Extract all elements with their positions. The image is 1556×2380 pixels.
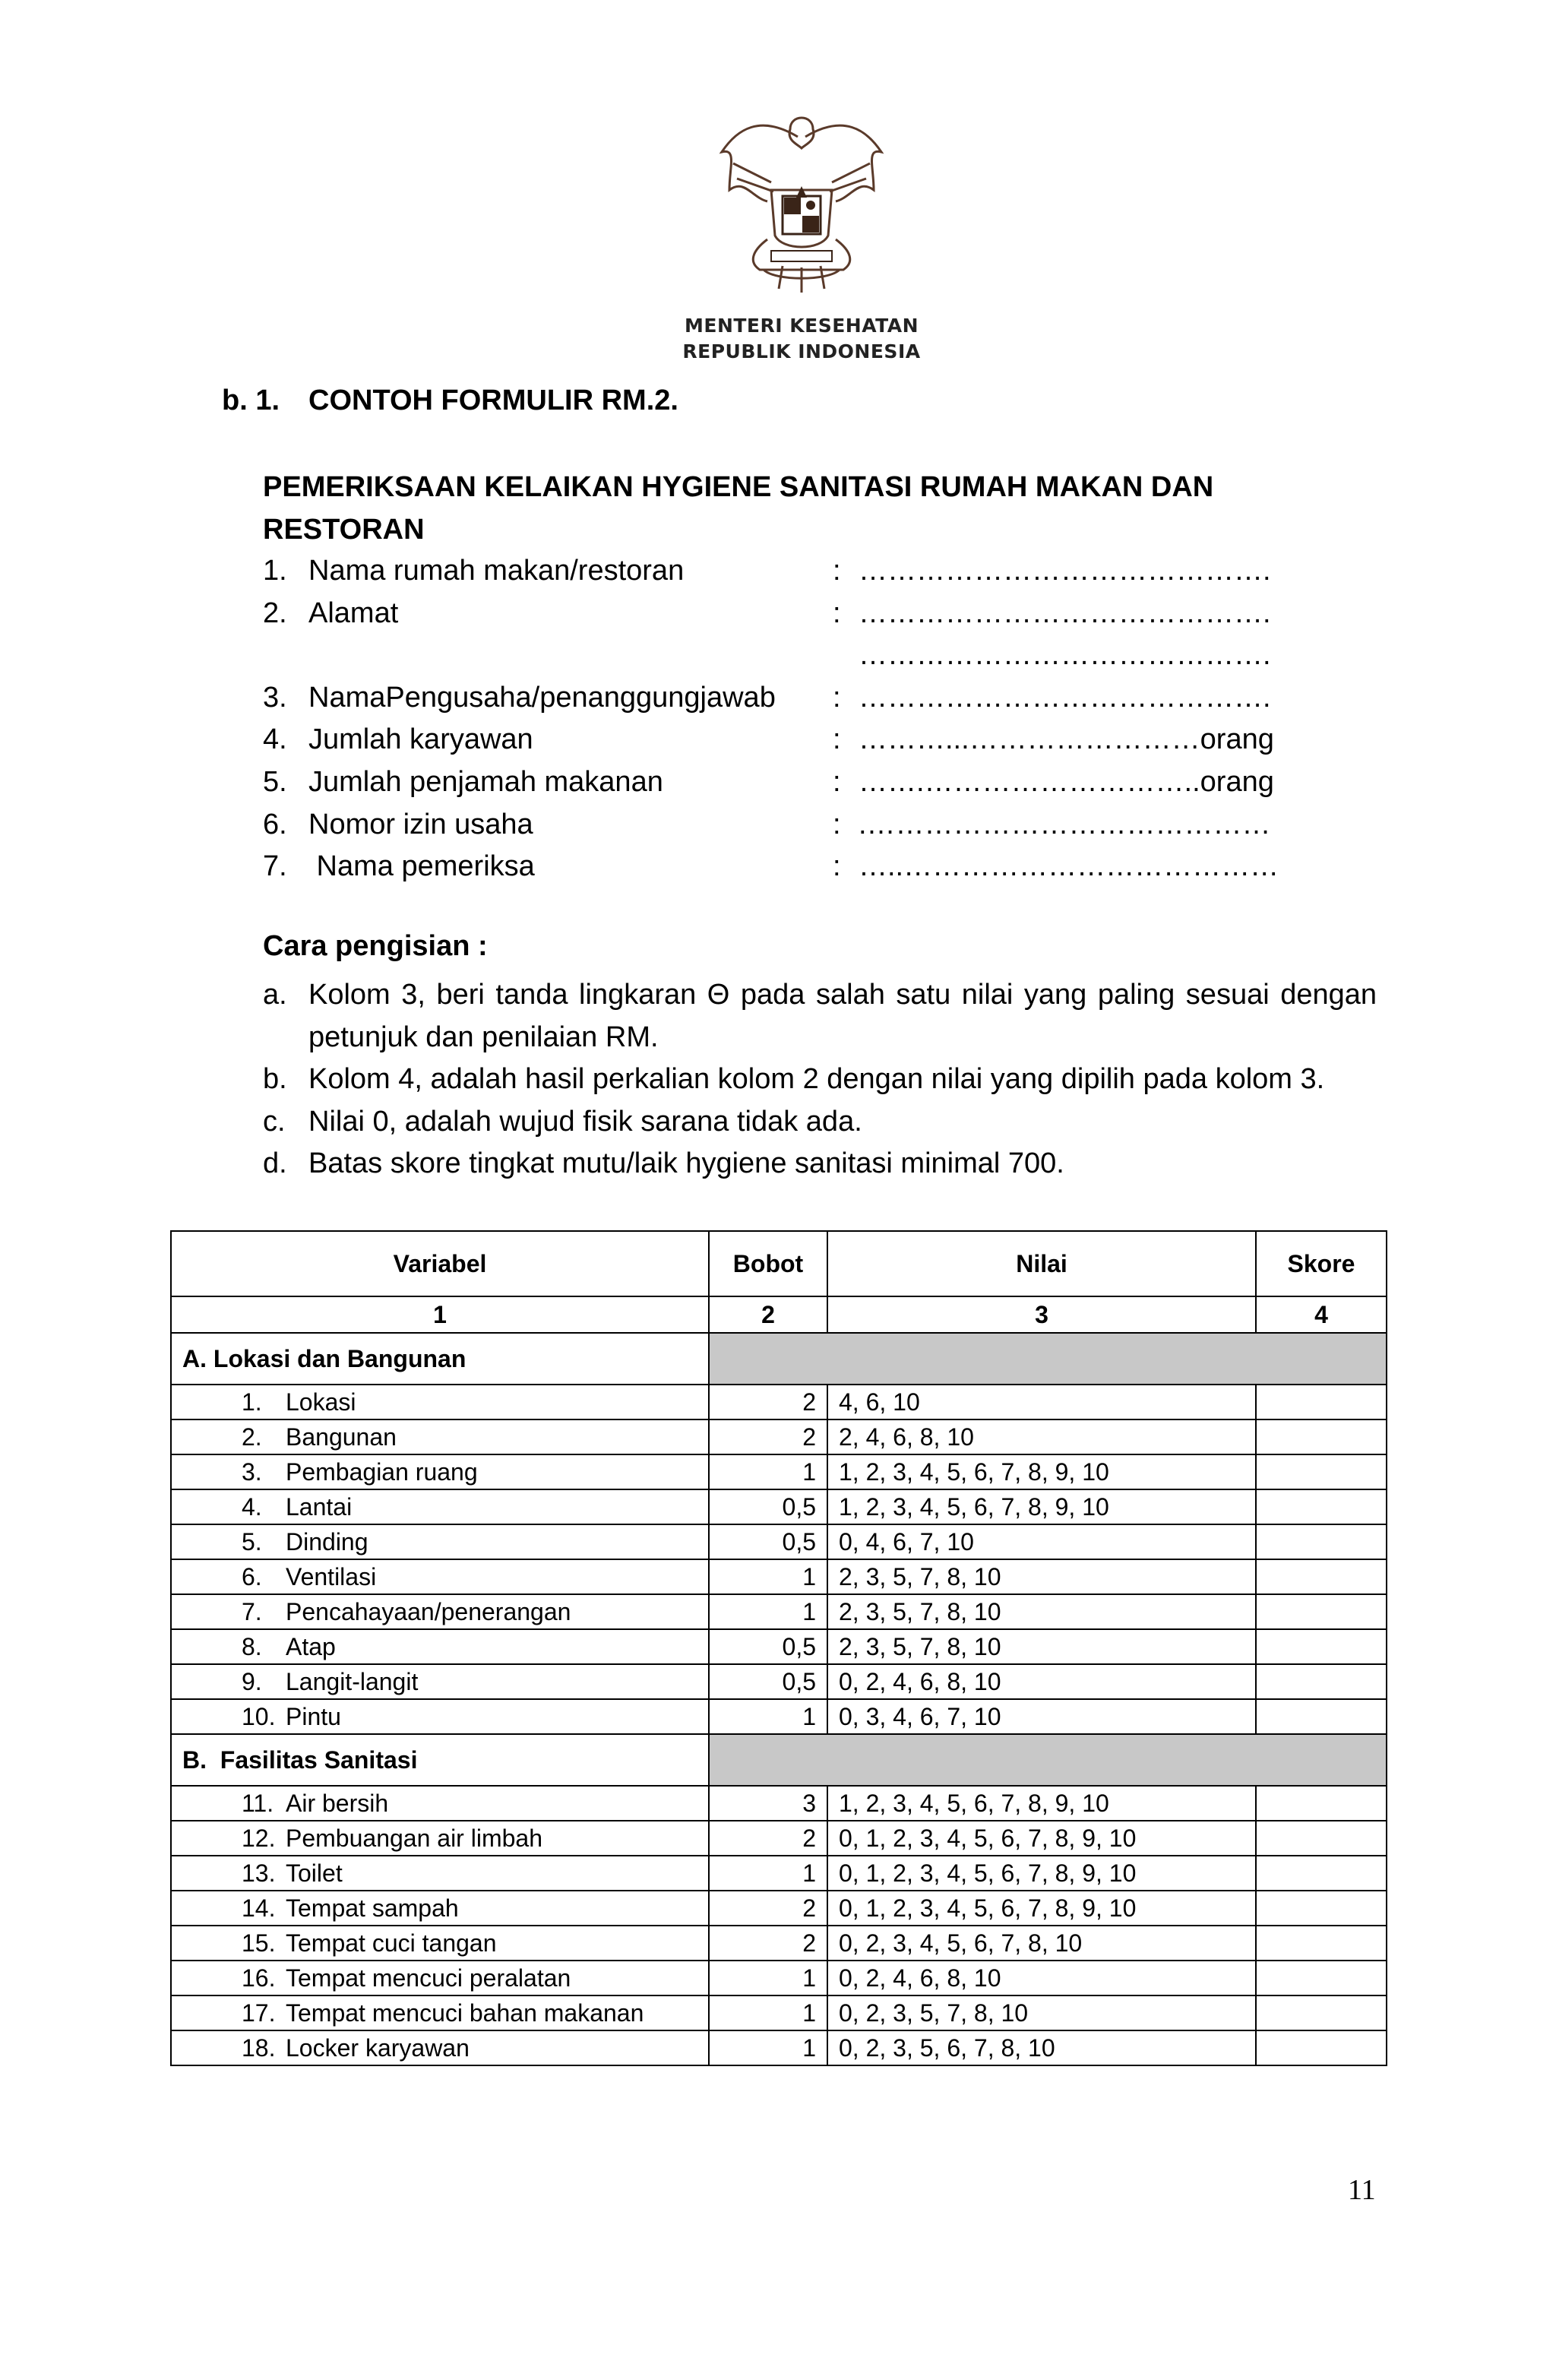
section-number: b. 1. [222,385,280,416]
table-row [171,1629,1387,1664]
skore-cell[interactable] [1256,2030,1387,2065]
instructions-title: Cara pengisian : [263,930,488,962]
field-colon: : [833,555,841,587]
field-label: Alamat [308,597,399,629]
item-name: Tempat mencuci peralatan [286,1964,571,1992]
variable-cell [171,1664,709,1699]
variable-cell [171,1891,709,1926]
field-label: Jumlah karyawan [308,723,533,756]
table-row [171,1891,1387,1926]
nilai-cell[interactable]: 0, 1, 2, 3, 4, 5, 6, 7, 8, 9, 10 [827,1856,1256,1891]
variable-cell [171,1961,709,1995]
nilai-cell[interactable]: 2, 4, 6, 8, 10 [827,1419,1256,1454]
item-number: 9. [242,1667,262,1695]
variable-cell [171,1699,709,1734]
field-row-address-continued [263,635,1327,677]
bobot-cell: 3 [709,1786,827,1821]
bobot-cell: 0,5 [709,1664,827,1699]
skore-cell[interactable] [1256,1559,1387,1594]
field-blank[interactable]: ……………………………………. [859,681,1271,714]
table-row [171,1856,1387,1891]
section-title: CONTOH FORMULIR RM.2. [308,385,678,416]
item-name: Tempat mencuci bahan makanan [286,1999,644,2027]
item-name: Toilet [286,1859,343,1887]
nilai-cell[interactable]: 0, 3, 4, 6, 7, 10 [827,1699,1256,1734]
bobot-cell: 2 [709,1891,827,1926]
form-title: PEMERIKSAAN KELAIKAN HYGIENE SANITASI RUMAH MAKAN DAN RESTORAN [263,471,1214,546]
table-row [171,1385,1387,1419]
skore-cell[interactable] [1256,1629,1387,1664]
field-number: 5. [263,765,287,798]
variable-cell [171,1419,709,1454]
nilai-cell[interactable]: 0, 2, 3, 5, 6, 7, 8, 10 [827,2030,1256,2065]
skore-cell[interactable] [1256,1385,1387,1419]
header-variabel: Variabel [171,1231,709,1296]
instruction-marker: c. [263,1105,286,1138]
skore-cell[interactable] [1256,1891,1387,1926]
table-row [171,1961,1387,1995]
field-blank-continued[interactable]: ……………………………………. [859,639,1271,672]
item-number: 2. [242,1423,262,1451]
column-number: 1 [171,1296,709,1333]
field-number: 3. [263,681,287,714]
bobot-cell: 0,5 [709,1489,827,1524]
item-number: 11. [242,1789,274,1817]
variable-cell [171,1821,709,1856]
nilai-cell[interactable]: 0, 2, 3, 4, 5, 6, 7, 8, 10 [827,1926,1256,1961]
field-blank[interactable]: …….………………………..orang [859,765,1274,798]
item-number: 18. [242,2033,276,2062]
variable-cell [171,2030,709,2065]
table-row [171,1594,1387,1629]
bobot-cell: 1 [709,1699,827,1734]
table-row [171,1786,1387,1821]
field-blank[interactable]: .…………………………………… [859,808,1271,840]
field-colon: : [833,597,841,629]
field-row-inspector [263,846,1327,888]
field-label: Jumlah penjamah makanan [308,765,663,798]
skore-cell[interactable] [1256,1699,1387,1734]
nilai-cell[interactable]: 2, 3, 5, 7, 8, 10 [827,1629,1256,1664]
group-title: B. Fasilitas Sanitasi [171,1734,709,1786]
table-row [171,1454,1387,1489]
bobot-cell: 1 [709,1559,827,1594]
variable-cell [171,1786,709,1821]
item-name: Dinding [286,1527,368,1556]
table-row [171,1419,1387,1454]
instruction-marker: d. [263,1147,287,1180]
skore-cell[interactable] [1256,1961,1387,1995]
bobot-cell: 1 [709,1856,827,1891]
skore-cell[interactable] [1256,1856,1387,1891]
item-number: 15. [242,1929,276,1957]
item-name: Pintu [286,1702,341,1730]
nilai-cell[interactable]: 0, 2, 3, 5, 7, 8, 10 [827,1995,1256,2030]
item-number: 4. [242,1492,262,1521]
table-row [171,1559,1387,1594]
bobot-cell: 2 [709,1821,827,1856]
bobot-cell: 0,5 [709,1524,827,1559]
instruction-text: Nilai 0, adalah wujud fisik sarana tidak ada. [308,1105,862,1138]
header-skore: Skore [1256,1231,1387,1296]
table-group-row [171,1333,1387,1385]
bobot-cell: 1 [709,1961,827,1995]
table-row [171,1524,1387,1559]
item-number: 8. [242,1632,262,1660]
ministry-line-2: REPUBLIK INDONESIA [682,340,921,362]
field-row-name [263,550,1327,593]
nilai-cell[interactable]: 1, 2, 3, 4, 5, 6, 7, 8, 9, 10 [827,1489,1256,1524]
item-number: 1. [242,1388,262,1416]
field-number: 6. [263,808,287,840]
page-number: 11 [1348,2174,1376,2206]
item-name: Pencahayaan/penerangan [286,1597,571,1625]
nilai-cell[interactable]: 0, 2, 4, 6, 8, 10 [827,1961,1256,1995]
bobot-cell: 2 [709,1926,827,1961]
nilai-cell[interactable]: 0, 1, 2, 3, 4, 5, 6, 7, 8, 9, 10 [827,1821,1256,1856]
field-row-food-handlers [263,761,1327,804]
group-shaded-cell [709,1734,1387,1786]
header-nilai: Nilai [827,1231,1256,1296]
table-row [171,2030,1387,2065]
group-title: A. Lokasi dan Bangunan [171,1333,709,1385]
field-label: Nama rumah makan/restoran [308,555,685,587]
instruction-item [263,974,1377,1059]
field-colon: : [833,765,841,798]
nilai-cell[interactable]: 0, 2, 4, 6, 8, 10 [827,1664,1256,1699]
field-row-license [263,804,1327,847]
nilai-cell[interactable]: 0, 1, 2, 3, 4, 5, 6, 7, 8, 9, 10 [827,1891,1256,1926]
nilai-cell[interactable]: 2, 3, 5, 7, 8, 10 [827,1594,1256,1629]
field-colon: : [833,723,841,756]
skore-cell[interactable] [1256,1594,1387,1629]
item-number: 17. [242,1999,276,2027]
instruction-item [263,1143,1377,1185]
skore-cell[interactable] [1256,1995,1387,2030]
instruction-marker: a. [263,979,287,1011]
field-colon: : [833,808,841,840]
skore-cell[interactable] [1256,1419,1387,1454]
field-blank[interactable]: ……………………………………. [859,555,1271,587]
instruction-item [263,1101,1377,1144]
field-number: 1. [263,555,287,587]
field-colon: : [833,681,841,714]
skore-cell[interactable] [1256,1786,1387,1821]
item-number: 3. [242,1457,262,1486]
item-number: 14. [242,1894,276,1922]
nilai-cell[interactable]: 1, 2, 3, 4, 5, 6, 7, 8, 9, 10 [827,1786,1256,1821]
table-row [171,1926,1387,1961]
item-name: Atap [286,1632,336,1660]
ministry-letterhead [653,313,950,365]
bobot-cell: 0,5 [709,1629,827,1664]
field-row-employees [263,719,1327,761]
variable-cell [171,1524,709,1559]
garuda-emblem-icon [707,106,897,296]
item-name: Locker karyawan [286,2033,470,2062]
bobot-cell: 2 [709,1385,827,1419]
field-label: NamaPengusaha/penanggungjawab [308,681,776,714]
item-name: Ventilasi [286,1562,377,1590]
form-fields [263,550,1327,888]
table-body [171,1296,1387,2065]
instructions-list [263,974,1377,1185]
item-number: 13. [242,1859,276,1887]
item-name: Bangunan [286,1423,397,1451]
skore-cell[interactable] [1256,1454,1387,1489]
instruction-text: Kolom 4, adalah hasil perkalian kolom 2 dengan nilai yang dipilih pada kolom 3. [308,1063,1325,1096]
variable-cell [171,1856,709,1891]
field-row-address [263,593,1327,635]
skore-cell[interactable] [1256,1821,1387,1856]
nilai-cell[interactable]: 2, 3, 5, 7, 8, 10 [827,1559,1256,1594]
item-number: 6. [242,1562,262,1590]
column-number: 2 [709,1296,827,1333]
nilai-cell[interactable]: 0, 4, 6, 7, 10 [827,1524,1256,1559]
item-number: 12. [242,1824,276,1852]
table-group-row [171,1734,1387,1786]
variable-cell [171,1926,709,1961]
item-name: Pembagian ruang [286,1457,478,1486]
table-row [171,1995,1387,2030]
variable-cell [171,1594,709,1629]
item-name: Pembuangan air limbah [286,1824,542,1852]
field-blank[interactable]: ………...……………………orang [859,723,1274,756]
variable-cell [171,1385,709,1419]
bobot-cell: 1 [709,2030,827,2065]
table-row [171,1664,1387,1699]
table-header-row [171,1231,1387,1296]
item-name: Lantai [286,1492,353,1521]
field-blank[interactable]: …..………………………………… [859,850,1279,883]
item-number: 7. [242,1597,262,1625]
skore-cell[interactable] [1256,1664,1387,1699]
ministry-line-1: MENTERI KESEHATAN [684,315,919,337]
item-name: Lokasi [286,1388,356,1416]
field-colon: : [833,850,841,883]
section-heading [222,385,678,417]
instruction-text: Batas skore tingkat mutu/laik hygiene sanitasi minimal 700. [308,1147,1064,1180]
skore-cell[interactable] [1256,1926,1387,1961]
field-number: 4. [263,723,287,756]
variable-cell [171,1489,709,1524]
field-label: Nama pemeriksa [308,850,535,883]
item-name: Tempat cuci tangan [286,1929,497,1957]
variable-cell [171,1559,709,1594]
instruction-item [263,1059,1377,1101]
field-row-owner [263,677,1327,720]
field-number: 2. [263,597,287,629]
variable-cell [171,1995,709,2030]
skore-cell[interactable] [1256,1489,1387,1524]
instruction-marker: b. [263,1063,287,1096]
bobot-cell: 2 [709,1419,827,1454]
bobot-cell: 1 [709,1995,827,2030]
column-number-row [171,1296,1387,1333]
bobot-cell: 1 [709,1454,827,1489]
item-number: 16. [242,1964,276,1992]
column-number: 4 [1256,1296,1387,1333]
table-row [171,1699,1387,1734]
skore-cell[interactable] [1256,1524,1387,1559]
table-row [171,1489,1387,1524]
item-number: 5. [242,1527,262,1556]
nilai-cell[interactable]: 4, 6, 10 [827,1385,1256,1419]
item-name: Air bersih [286,1789,389,1817]
nilai-cell[interactable]: 1, 2, 3, 4, 5, 6, 7, 8, 9, 10 [827,1454,1256,1489]
field-label: Nomor izin usaha [308,808,533,840]
variable-cell [171,1629,709,1664]
bobot-cell: 1 [709,1594,827,1629]
item-number: 10. [242,1702,276,1730]
field-number: 7. [263,850,287,883]
item-name: Langit-langit [286,1667,419,1695]
column-number: 3 [827,1296,1256,1333]
item-name: Tempat sampah [286,1894,459,1922]
assessment-table [170,1230,1387,2066]
variable-cell [171,1454,709,1489]
field-blank[interactable]: ……………………………………. [859,597,1271,629]
table-row [171,1821,1387,1856]
instruction-text: Kolom 3, beri tanda lingkaran Θ pada salah satu nilai yang paling sesuai dengan petunjuk dan penilaian RM. [308,979,1377,1053]
group-shaded-cell [709,1333,1387,1385]
header-bobot: Bobot [709,1231,827,1296]
